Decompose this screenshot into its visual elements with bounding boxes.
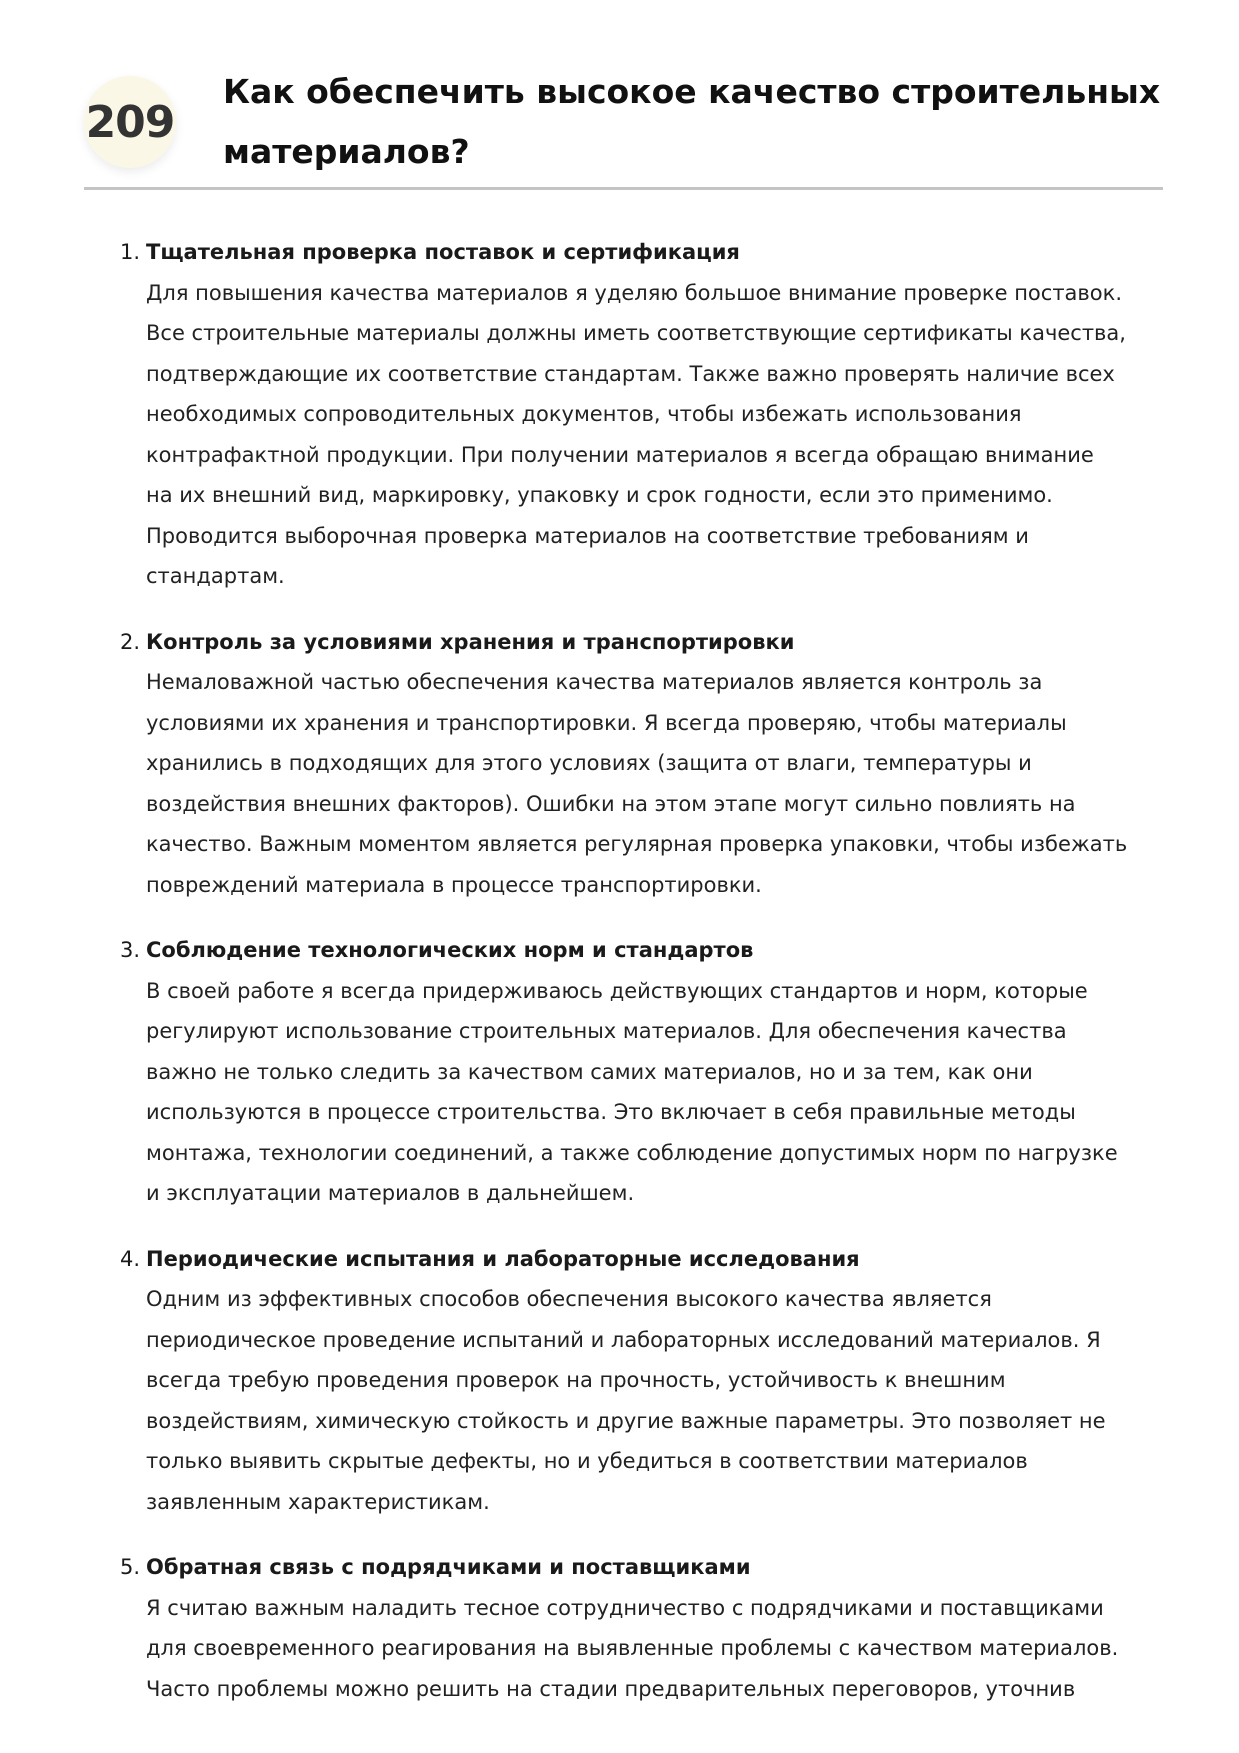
divider <box>84 187 1163 190</box>
item-text-line: на их внешний вид, маркировку, упаковку и срок годности, если это применимо. <box>146 483 1053 507</box>
item-text-line: всегда требую проведения проверок на прочность, устойчивость к внешним <box>146 1368 1006 1392</box>
item-text-line: подтверждающие их соответствие стандартам. Также важно проверять наличие всех <box>146 361 1115 386</box>
item-text-line: и эксплуатации материалов в дальнейшем. <box>146 1181 635 1205</box>
item-heading: Тщательная проверка поставок и сертификация <box>146 240 740 264</box>
item-text-line: В своей работе я всегда придерживаюсь действующих стандартов и норм, которые <box>146 978 1088 1003</box>
item-text-line: контрафактной продукции. При получении материалов я всегда обращаю внимание <box>146 442 1094 467</box>
item-number: 1. <box>120 240 141 264</box>
item-text-line: условиями их хранения и транспортировки. Я всегда проверяю, чтобы материалы <box>146 710 1067 735</box>
list-item <box>0 1547 1239 1709</box>
item-text-line: стандартам. <box>146 564 285 588</box>
item-text-line: для своевременного реагирования на выявленные проблемы с качеством материалов. <box>146 1636 1119 1660</box>
item-text-line: Для повышения качества материалов я уделяю большое внимание проверке поставок. <box>146 280 1123 305</box>
list-item <box>0 1239 1239 1523</box>
item-heading: Периодические испытания и лабораторные исследования <box>146 1246 860 1271</box>
item-text-line: Проводится выборочная проверка материалов на соответствие требованиям и <box>146 523 1029 548</box>
item-text-line: заявленным характеристикам. <box>146 1489 490 1514</box>
item-text-line: Немаловажной частью обеспечения качества материалов является контроль за <box>146 670 1043 694</box>
item-text-line: только выявить скрытые дефекты, но и убедиться в соответствии материалов <box>146 1449 1028 1473</box>
item-text-line: необходимых сопроводительных документов, чтобы избежать использования <box>146 402 1022 426</box>
item-heading: Контроль за условиями хранения и транспортировки <box>146 629 795 654</box>
item-text-line: Я считаю важным наладить тесное сотрудничество с подрядчиками и поставщиками <box>146 1595 1104 1620</box>
item-heading: Обратная связь с подрядчиками и поставщиками <box>146 1555 751 1579</box>
item-text-line: воздействиям, химическую стойкость и другие важные параметры. Это позволяет не <box>146 1408 1106 1433</box>
item-text-line: Все строительные материалы должны иметь соответствующие сертификаты качества, <box>146 321 1126 345</box>
title-line: материалов? <box>223 132 470 171</box>
item-text-line: монтажа, технологии соединений, а также соблюдение допустимых норм по нагрузке <box>146 1140 1118 1165</box>
list-item <box>0 622 1239 906</box>
item-text-line: хранились в подходящих для этого условиях (защита от влаги, температуры и <box>146 751 1032 775</box>
numbered-list <box>0 232 1239 1734</box>
item-text-line: регулируют использование строительных материалов. Для обеспечения качества <box>146 1019 1067 1043</box>
item-number: 4. <box>120 1246 141 1271</box>
item-number: 3. <box>120 938 141 962</box>
item-text-line: используются в процессе строительства. Это включает в себя правильные методы <box>146 1100 1076 1124</box>
item-text-line: воздействия внешних факторов). Ошибки на этом этапе могут сильно повлиять на <box>146 791 1076 816</box>
item-text-line: повреждений материала в процессе транспортировки. <box>146 872 762 897</box>
question-number: 209 <box>85 96 175 148</box>
page-title <box>223 62 1163 182</box>
list-item <box>0 232 1239 597</box>
question-number-badge <box>84 76 176 168</box>
title-line: Как обеспечить высокое качество строительных <box>223 72 1161 111</box>
item-text-line: качество. Важным моментом является регулярная проверка упаковки, чтобы избежать <box>146 832 1128 856</box>
item-text-line: Одним из эффективных способов обеспечения высокого качества является <box>146 1287 992 1311</box>
list-item <box>0 930 1239 1214</box>
item-heading: Соблюдение технологических норм и стандартов <box>146 938 754 962</box>
item-number: 5. <box>120 1555 141 1579</box>
item-number: 2. <box>120 629 141 654</box>
item-text-line: важно не только следить за качеством самих материалов, но и за тем, как они <box>146 1059 1033 1084</box>
item-text-line: периодическое проведение испытаний и лабораторных исследований материалов. Я <box>146 1327 1101 1352</box>
item-text-line: Часто проблемы можно решить на стадии предварительных переговоров, уточнив <box>146 1676 1076 1701</box>
